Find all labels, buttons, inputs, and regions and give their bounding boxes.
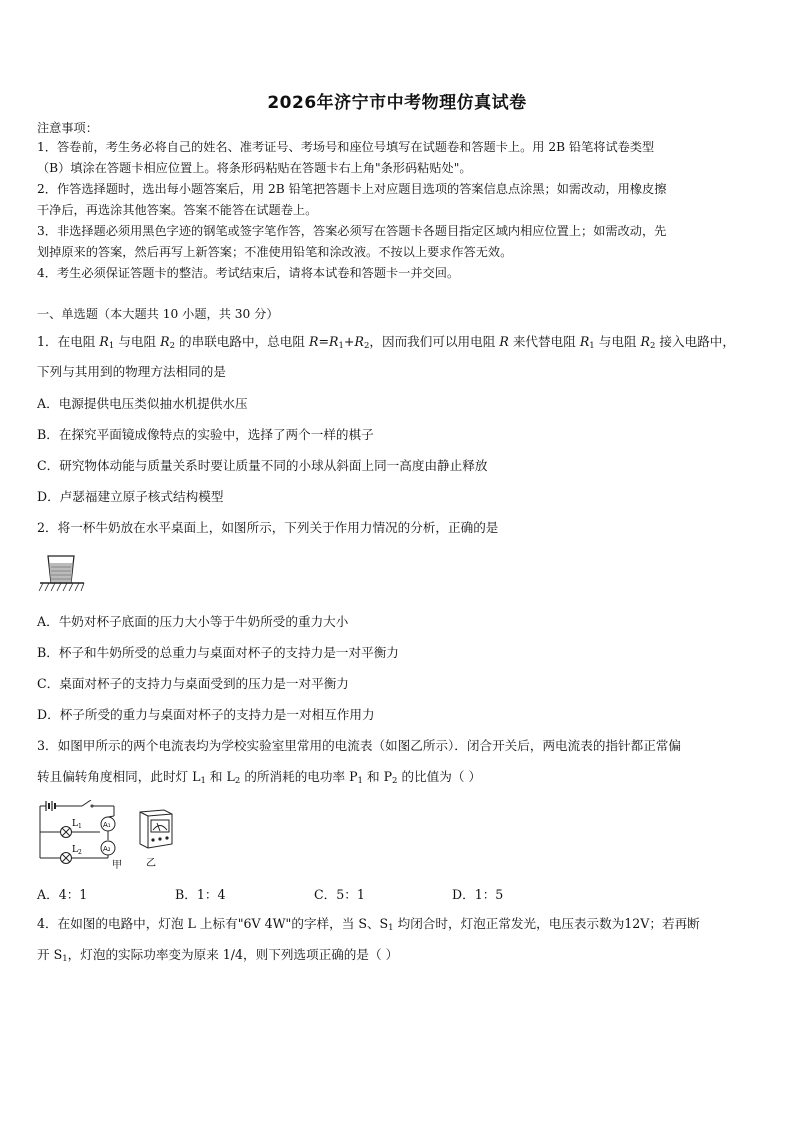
q2-option-c: C．桌面对杯子的支持力与桌面受到的压力是一对平衡力: [37, 676, 349, 691]
lamp-l1-sub: 1: [78, 823, 82, 830]
q3-option-b: B．1：4: [175, 887, 226, 902]
q1-option-c: C．研究物体动能与质量关系时要让质量不同的小球从斜面上同一高度由静止释放: [37, 458, 488, 473]
q3-option-a: A．4：1: [37, 887, 88, 902]
notice-item-2a: 2．作答选择题时，选出每小题答案后，用 2B 铅笔把答题卡上对应题目选项的答案信息点涂黑；如需改动，用橡皮擦: [37, 182, 667, 196]
notice-item-1b: （B）填涂在答题卡相应位置上。将条形码粘贴在答题卡右上角"条形码粘贴处"。: [37, 161, 472, 175]
figure-jia-label: 甲: [112, 860, 122, 871]
q2-option-a: A．牛奶对杯子底面的压力大小等于牛奶所受的重力大小: [37, 614, 349, 629]
milk-cup-figure: [37, 553, 87, 595]
q3-stem-line1: 3．如图甲所示的两个电流表均为学校实验室里常用的电流表（如图乙所示）．闭合开关后，两电流表的指针都正常偏: [37, 738, 681, 753]
section-heading: 一、单选题（本大题共 10 小题，共 30 分）: [37, 307, 279, 321]
q1-option-b: B．在探究平面镜成像特点的实验中，选择了两个一样的棋子: [37, 427, 374, 442]
q3-circuit-figure: [36, 800, 186, 872]
notice-item-3a: 3．非选择题必须用黑色字迹的钢笔或签字笔作答，答案必须写在答题卡各题目指定区域内相应位置上；如需改动，先: [37, 224, 667, 238]
q3-option-c: C．5：1: [314, 887, 365, 902]
q1-option-d: D．卢瑟福建立原子核式结构模型: [37, 489, 224, 504]
notice-heading: 注意事项：: [37, 121, 98, 135]
lamp-l1-label: L: [72, 819, 78, 829]
q1-stem-line1: 1．在电阻 $R_1$ 与电阻 $R_2$ 的串联电路中，总电阻 $R=R_1+R_2$，因而我们可以用电阻 R 来代替电阻 $R_1$ 与电阻 $R_2$ 接入电路中，: [37, 334, 735, 351]
page-title: 2026年济宁市中考物理仿真试卷: [267, 93, 527, 113]
lamp-l2-sub: 2: [78, 849, 82, 856]
q2-option-d: D．杯子所受的重力与桌面对杯子的支持力是一对相互作用力: [37, 707, 375, 722]
q1-option-a: A．电源提供电压类似抽水机提供水压: [37, 396, 248, 411]
notice-item-1a: 1．答卷前，考生务必将自己的姓名、准考证号、考场号和座位号填写在试题卷和答题卡上。用 2B 铅笔将试卷类型: [37, 140, 655, 154]
q3-option-d: D．1：5: [452, 887, 504, 902]
notice-item-3b: 划掉原来的答案，然后再写上新答案；不准使用铅笔和涂改液。不按以上要求作答无效。: [37, 245, 513, 259]
lamp-l2-label: L: [72, 845, 78, 855]
figure-yi-label: 乙: [146, 858, 156, 869]
q2-option-b: B．杯子和牛奶所受的总重力与桌面对杯子的支持力是一对平衡力: [37, 645, 399, 660]
q2-stem: 2．将一杯牛奶放在水平桌面上，如图所示，下列关于作用力情况的分析，正确的是: [37, 520, 499, 535]
ammeter-a2-label: A₂: [103, 845, 111, 853]
notice-item-4: 4．考生必须保证答题卡的整洁。考试结束后，请将本试卷和答题卡一并交回。: [37, 266, 460, 280]
q1-stem-line2: 下列与其用到的物理方法相同的是: [37, 364, 226, 379]
notice-item-2b: 干净后，再选涂其他答案。答案不能答在试题卷上。: [37, 203, 318, 217]
q4-stem-line1: 4．在如图的电路中，灯泡 L 上标有"6V 4W"的字样，当 S、$S_1$ 均闭合时，灯泡正常发光，电压表示数为12V；若再断: [37, 916, 700, 933]
q3-stem-line2: 转且偏转角度相同，此时灯 $L_1$ 和 $L_2$ 的所消耗的电功率 $P_1$ 和 $P_2$ 的比值为（ ）: [37, 769, 482, 786]
ammeter-a1-label: A₁: [103, 821, 111, 829]
q4-stem-line2: 开 $S_1$，灯泡的实际功率变为原来 1/4，则下列选项正确的是（ ）: [37, 947, 399, 964]
